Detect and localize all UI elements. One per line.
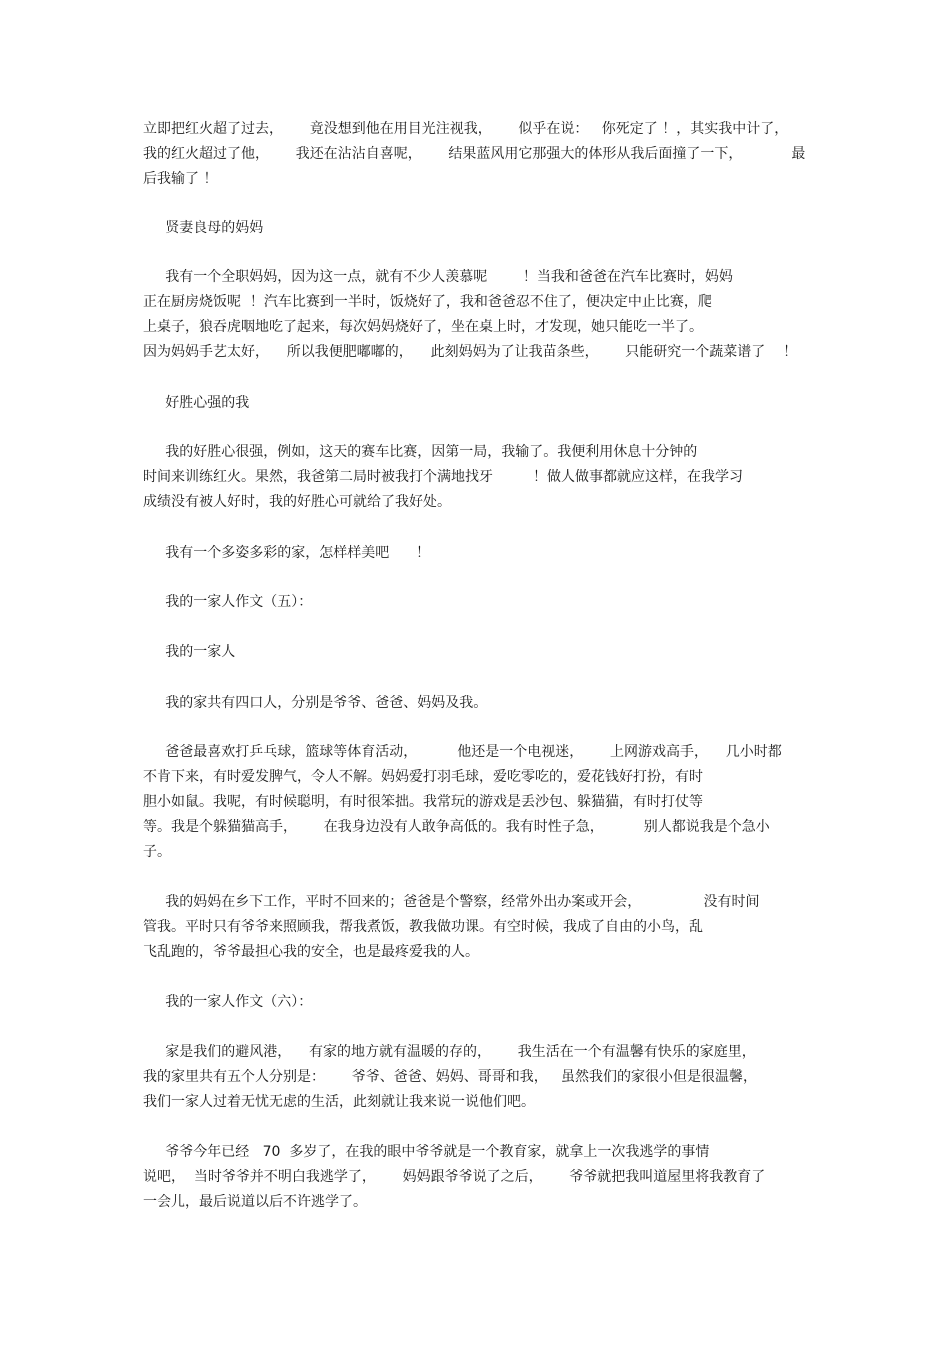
text-line: 我的家共有四口人，分别是爷爷、爸爸、妈妈及我。 <box>143 695 488 711</box>
text-line: 我的家里共有五个人分别是： 爷爷、爸爸、妈妈、哥哥和我， 虽然我们的家很小但是很温馨， <box>143 1069 758 1085</box>
text-line: 我的好胜心很强，例如，这天的赛车比赛，因第一局，我输了。我便利用休息十分钟的 <box>143 444 698 460</box>
text-line: 成绩没有被人好时，我的好胜心可就给了我好处。 <box>143 494 451 510</box>
text-line: 正在厨房烧饭呢 ！汽车比赛到一半时，饭烧好了，我和爸爸忍不住了，便决定中止比赛，爬 <box>143 294 712 310</box>
section-heading: 我的一家人作文（六）： <box>143 994 313 1010</box>
text-line: 我的红火超过了他， 我还在沾沾自喜呢， 结果蓝风用它那强大的体形从我后面撞了一下， 最 <box>143 146 806 162</box>
text-line: 不肯下来，有时爱发脾气，令人不解。妈妈爱打羽毛球，爱吃零吃的，爱花钱好打扮，有时 <box>143 769 703 785</box>
text-line: 子。 <box>143 844 171 860</box>
text-line: 说吧， 当时爷爷并不明白我逃学了， 妈妈跟爷爷说了之后， 爷爷就把我叫道屋里将我教育了 <box>143 1169 766 1185</box>
text-line: 后我输了 ！ <box>143 171 218 187</box>
text-line: 我有一个多姿多彩的家，怎样样美吧 ！ <box>143 545 430 561</box>
text-line: 爷爷今年已经 70 多岁了，在我的眼中爷爷就是一个教育家，就拿上一次我逃学的事情 <box>143 1144 710 1160</box>
text-line: 管我。平时只有爷爷来照顾我，帮我煮饭，教我做功课。有空时候，我成了自由的小鸟，乱 <box>143 919 703 935</box>
text-line: 因为妈妈手艺太好， 所以我便肥嘟嘟的， 此刻妈妈为了让我苗条些， 只能研究一个蔬菜谱了 ！ <box>143 344 798 360</box>
text-line: 时间来训练红火。果然，我爸第二局时被我打个满地找牙 ！做人做事都就应这样，在我学习 <box>143 469 744 485</box>
text-line: 立即把红火超了过去， 竟没想到他在用目光注视我， 似乎在说： 你死定了 ！，其实我中计了， <box>143 121 789 137</box>
text-line: 一会儿，最后说道以后不许逃学了。 <box>143 1194 367 1210</box>
text-line: 上桌子，狼吞虎咽地吃了起来，每次妈妈烧好了，坐在桌上时，才发现，她只能吃一半了。 <box>143 319 703 335</box>
section-heading: 我的一家人 <box>143 644 236 660</box>
text-line: 飞乱跑的，爷爷最担心我的安全，也是最疼爱我的人。 <box>143 944 479 960</box>
text-line: 爸爸最喜欢打乒乓球，篮球等体育活动， 他还是一个电视迷， 上网游戏高手， 几小时都 <box>143 744 782 760</box>
section-heading: 好胜心强的我 <box>143 395 250 411</box>
text-line: 我有一个全职妈妈，因为这一点，就有不少人羡慕呢 ！当我和爸爸在汽车比赛时，妈妈 <box>143 269 733 285</box>
section-heading: 我的一家人作文（五）： <box>143 594 313 610</box>
section-heading: 贤妻良母的妈妈 <box>143 220 264 236</box>
text-line: 家是我们的避风港， 有家的地方就有温暖的存的， 我生活在一个有温馨有快乐的家庭里， <box>143 1044 756 1060</box>
text-line: 等。我是个躲猫猫高手， 在我身边没有人敢争高低的。我有时性子急， 别人都说我是个急小 <box>143 819 770 835</box>
text-line: 胆小如鼠。我呢，有时候聪明，有时很笨拙。我常玩的游戏是丢沙包、躲猫猫，有时打仗等 <box>143 794 703 810</box>
text-line: 我们一家人过着无忧无虑的生活，此刻就让我来说一说他们吧。 <box>143 1094 535 1110</box>
text-line: 我的妈妈在乡下工作，平时不回来的；爸爸是个警察，经常外出办案或开会， 没有时间 <box>143 894 760 910</box>
